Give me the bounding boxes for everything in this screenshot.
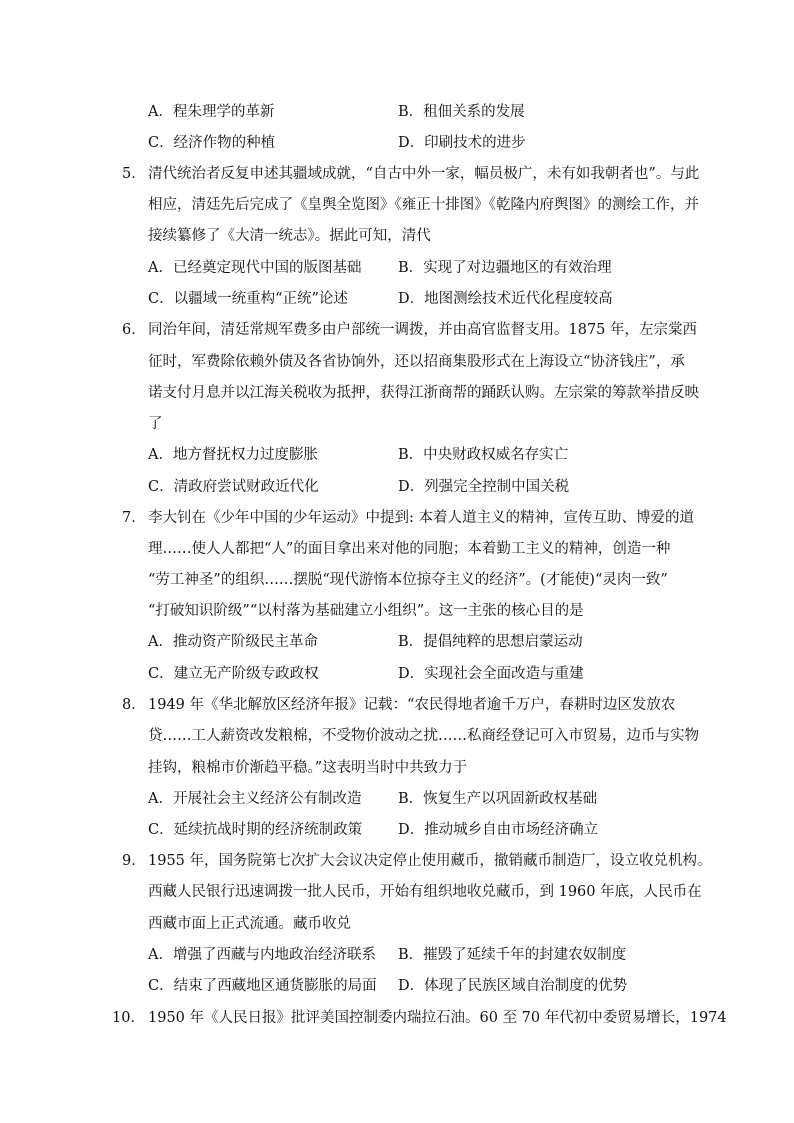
q5-option-c[interactable]: C．以疆域一统重构“正统”论述	[148, 291, 348, 307]
question-stem-line: 李大钊在《少年中国的少年运动》中提到: 本着人道主义的精神，宣传互助、博爱的道	[148, 510, 694, 526]
q6-option-a[interactable]: A．地方督抚权力过度膨胀	[148, 447, 318, 463]
question-stem-line: 了	[148, 416, 163, 432]
question-number: 6．	[122, 322, 146, 338]
question-stem-line: 相应，清廷先后完成了《皇舆全览图》《雍正十排图》《乾隆内府舆图》的测绘工作，并	[148, 197, 699, 213]
question-stem-line: 接续纂修了《大清一统志》。据此可知，清代	[148, 228, 431, 244]
q7-option-c[interactable]: C．建立无产阶级专政政权	[148, 666, 319, 682]
question-stem-line: 贷……工人薪资改发粮棉，不受物价波动之扰……私商经登记可入市贸易，边币与实物	[148, 728, 699, 744]
question-stem-line: 征时，军费除依赖外债及各省协饷外，还以招商集股形式在上海设立“协济钱庄”，承	[148, 354, 685, 370]
q9-option-d[interactable]: D．体现了民族区域自治制度的优势	[398, 978, 628, 994]
q4-option-b[interactable]: B．租佃关系的发展	[398, 104, 525, 120]
q5-option-b[interactable]: B．实现了对边疆地区的有效治理	[398, 260, 612, 276]
question-stem-line: “打破知识阶级”“以村落为基础建立小组织”。这一主张的核心目的是	[148, 603, 584, 619]
q5-option-a[interactable]: A．已经奠定现代中国的版图基础	[148, 260, 362, 276]
question-number: 5．	[122, 166, 146, 182]
q8-option-d[interactable]: D．推动城乡自由市场经济确立	[398, 822, 599, 838]
q6-option-b[interactable]: B．中央财政权威名存实亡	[398, 447, 569, 463]
question-stem-line: 理……使人人都把“人”的面目拿出来对他的同胞；本着勤工主义的精神，创造一种	[148, 541, 671, 557]
question-stem-line: 同治年间，清廷常规军费多由户部统一调拨，并由高官监督支用。1875 年，左宗棠西	[148, 322, 698, 338]
q8-option-b[interactable]: B．恢复生产以巩固新政权基础	[398, 791, 598, 807]
q7-option-a[interactable]: A．推动资产阶级民主革命	[148, 634, 318, 650]
question-stem-line: 1955 年，国务院第七次扩大会议决定停止使用藏币，撤销藏币制造厂，设立收兑机构。	[148, 853, 712, 869]
q9-option-a[interactable]: A．增强了西藏与内地政治经济联系	[148, 947, 376, 963]
question-stem-line: 诺支付月息并以江海关税收为抵押，获得江浙商帮的踊跃认购。左宗棠的筹款举措反映	[148, 385, 699, 401]
q9-option-b[interactable]: B．摧毁了延续千年的封建农奴制度	[398, 947, 627, 963]
q9-option-c[interactable]: C．结束了西藏地区通货膨胀的局面	[148, 978, 377, 994]
question-stem-line: 1949 年《华北解放区经济年报》记载：“农民得地者逾千万户，春耕时边区发放农	[148, 697, 676, 713]
q4-option-a[interactable]: A．程朱理学的革新	[148, 104, 275, 120]
q4-option-d[interactable]: D．印刷技术的进步	[398, 135, 526, 151]
question-stem-line: 清代统治者反复申述其疆域成就，“自古中外一家，幅员极广，未有如我朝者也”。与此	[148, 166, 700, 182]
q7-option-b[interactable]: B．提倡纯粹的思想启蒙运动	[398, 634, 583, 650]
q5-option-d[interactable]: D．地图测绘技术近代化程度较高	[398, 291, 613, 307]
q8-option-a[interactable]: A．开展社会主义经济公有制改造	[148, 791, 362, 807]
q6-option-c[interactable]: C．清政府尝试财政近代化	[148, 479, 319, 495]
q6-option-d[interactable]: D．列强完全控制中国关税	[398, 479, 570, 495]
q7-option-d[interactable]: D．实现社会全面改造与重建	[398, 666, 584, 682]
question-number: 9．	[122, 853, 146, 869]
question-number: 10．	[112, 1010, 145, 1026]
question-stem-line: 1950 年《人民日报》批评美国控制委内瑞拉石油。60 至 70 年代初中委贸易增长，1974	[148, 1010, 727, 1026]
question-stem-line: 西藏人民银行迅速调拨一批人民币，开始有组织地收兑藏币，到 1960 年底，人民币在	[148, 884, 702, 900]
question-stem-line: 挂钩，粮棉市价渐趋平稳。”这表明当时中共致力于	[148, 760, 468, 776]
question-number: 8．	[122, 697, 146, 713]
question-number: 7．	[122, 510, 146, 526]
q4-option-c[interactable]: C．经济作物的种植	[148, 135, 276, 151]
question-stem-line: “劳工神圣”的组织……摆脱“现代游惰本位掠夺主义的经济”。(才能使)“灵肉一致”	[148, 572, 668, 588]
question-stem-line: 西藏市面上正式流通。藏币收兑	[148, 916, 351, 932]
q8-option-c[interactable]: C．延续抗战时期的经济统制政策	[148, 822, 363, 838]
